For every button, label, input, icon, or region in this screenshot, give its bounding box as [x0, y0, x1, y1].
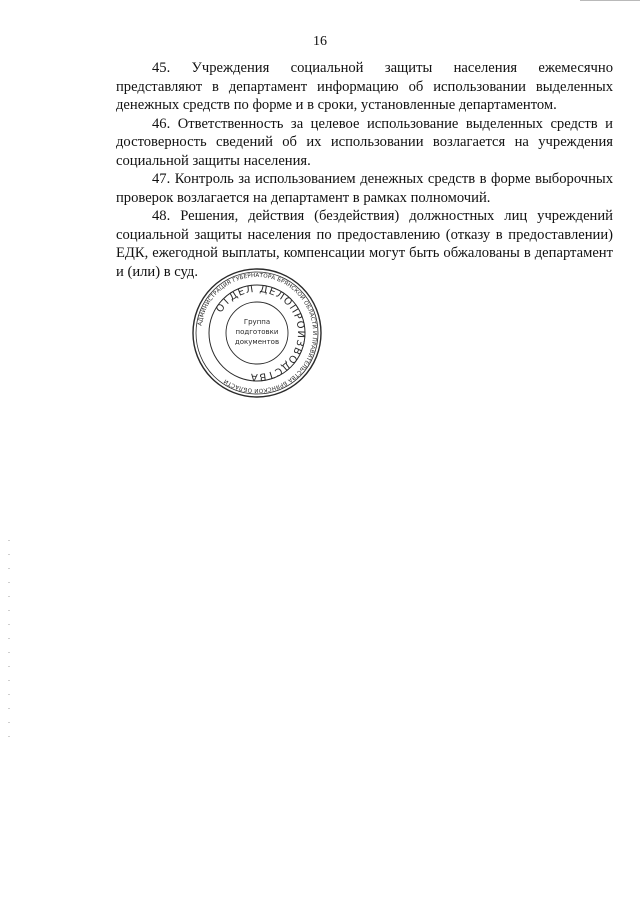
seal-graphic — [190, 266, 324, 400]
paragraph-47: 47. Контроль за использованием денежных средств в форме выборочных проверок возлагается на департамент в рамках полномочий. — [116, 171, 613, 206]
seal-center-line-1: Группа — [243, 318, 271, 326]
official-seal-stamp — [190, 266, 324, 400]
seal-outer-text: АДМИНИСТРАЦИЯ ГУБЕРНАТОРА БРЯНСКОЙ ОБЛАСТИ И ПРАВИТЕЛЬСТВА БРЯНСКОЙ ОБЛАСТИ — [197, 272, 318, 394]
page-number: 16 — [313, 34, 327, 49]
paragraph-45: 45. Учреждения социальной защиты населения ежемесячно представляют в департамент информацию об использовании выделенных денежных средств по форме и в сроки, установленные департаментом. — [116, 60, 613, 113]
paragraph-48: 48. Решения, действия (бездействия) должностных лиц учреждений социальной защиты населения по предоставлению (отказу в предоставлении) ЕДК, ежегодной выплаты, компенсации могут быть обжалованы в департамент и (или) в суд. — [116, 208, 613, 280]
top-edge-rule — [580, 0, 640, 1]
paragraph-46: 46. Ответственность за целевое использование выделенных средств и достоверность сведений об их использовании возлагается на учреждения социальной защиты населения. — [116, 115, 613, 169]
seal-center-line-3: документов — [234, 338, 280, 346]
document-body — [116, 59, 613, 281]
scan-margin-specks — [8, 540, 10, 740]
seal-inner-text: ОТДЕЛ ДЕЛОПРОИЗВОДСТВА — [214, 283, 307, 383]
seal-center-line-2: подготовки — [235, 328, 279, 336]
